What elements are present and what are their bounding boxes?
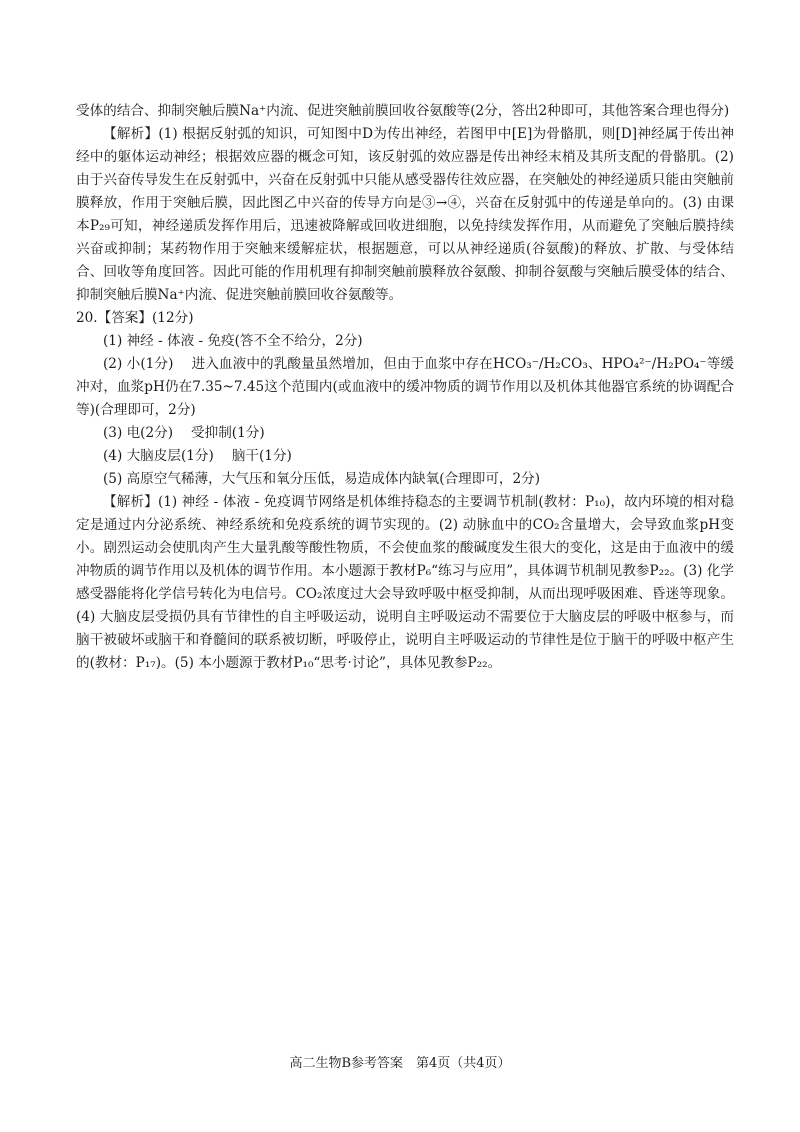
q20-answer-4b: 脑干(1分) bbox=[231, 448, 292, 464]
q20-answer-3 bbox=[76, 422, 734, 445]
q19-answer-tail: 受体的结合、抑制突触后膜Na⁺内流、促进突触前膜回收谷氨酸等(2分，答出2种即可，其他答案合理也得分) bbox=[76, 103, 730, 119]
q20-answer-2-text: 进入血液中的乳酸量虽然增加，但由于血浆中存在HCO₃⁻/H₂CO₃、HPO₄²⁻/H₂PO₄⁻等缓冲对，血浆pH仍在7.35~7.45这个范围内(或血液中的缓冲物质的调节作用以及机体其他器官系统的协调配合等)(合理即可，2分) bbox=[76, 356, 734, 418]
q20-answer-1: (1) 神经 - 体液 - 免疫(答不全不给分，2分) bbox=[103, 333, 363, 349]
q20-answer-3a: (3) 电(2分) bbox=[103, 425, 174, 441]
q20-answer-5: (5) 高原空气稀薄，大气压和氧分压低，易造成体内缺氧(合理即可，2分) bbox=[103, 471, 541, 487]
q20-answer-2-label: (2) 小(1分) bbox=[103, 356, 174, 372]
answer-page bbox=[76, 100, 734, 675]
page-footer: 高二生物B参考答案 第4页（共4页） bbox=[289, 1056, 511, 1071]
q20-answer-2 bbox=[76, 353, 734, 422]
q20-header: 20.【答案】(12分) bbox=[76, 310, 194, 326]
q20-answer-4a: (4) 大脑皮层(1分) bbox=[103, 448, 214, 464]
q20-analysis: 【解析】(1) 神经 - 体液 - 免疫调节网络是机体维持稳态的主要调节机制(教材：P₁₀)，故内环境的相对稳定是通过内分泌系统、神经系统和免疫系统的调节实现的。(2) 动脉血中的CO₂含量增大，会导致血浆pH变小。剧烈运动会使肌肉产生大量乳酸等酸性物质，不会使血浆的酸碱度发生很大的变化，这是由于血液中的缓冲物质的调节作用以及机体的调节作用。本小题源于教材P₆“练习与应用”，具体调节机制见教参P₂₂。(3) 化学感受器能将化学信号转化为电信号。CO₂浓度过大会导致呼吸中枢受抑制，从而出现呼吸困难、昏迷等现象。(4) 大脑皮层受损仍具有节律性的自主呼吸运动，说明自主呼吸运动不需要位于大脑皮层的呼吸中枢参与，而脑干被破坏或脑干和脊髓间的联系被切断，呼吸停止，说明自主呼吸运动的节律性是位于脑干的呼吸中枢产生的(教材：P₁₇)。(5) 本小题源于教材P₁₀“思考·讨论”，具体见教参P₂₂。 bbox=[76, 494, 734, 671]
q19-analysis: 【解析】(1) 根据反射弧的知识，可知图中D为传出神经，若图甲中[E]为骨骼肌，则[D]神经属于传出神经中的躯体运动神经；根据效应器的概念可知，该反射弧的效应器是传出神经末梢及其所支配的骨骼肌。(2) 由于兴奋传导发生在反射弧中，兴奋在反射弧中只能从感受器传往效应器，在突触处的神经递质只能由突触前膜释放，作用于突触后膜，因此图乙中兴奋的传导方向是③→④，兴奋在反射弧中的传递是单向的。(3) 由课本P₂₉可知，神经递质发挥作用后，迅速被降解或回收进细胞，以免持续发挥作用，从而避免了突触后膜持续兴奋或抑制；某药物作用于突触来缓解症状，根据题意，可以从神经递质(谷氨酸)的释放、扩散、与受体结合、回收等角度回答。因此可能的作用机理有抑制突触前膜释放谷氨酸、抑制谷氨酸与突触后膜受体的结合、抑制突触后膜Na⁺内流、促进突触前膜回收谷氨酸等。 bbox=[76, 126, 734, 303]
q20-answer-4 bbox=[76, 445, 734, 468]
q20-answer-3b: 受抑制(1分) bbox=[191, 425, 265, 441]
